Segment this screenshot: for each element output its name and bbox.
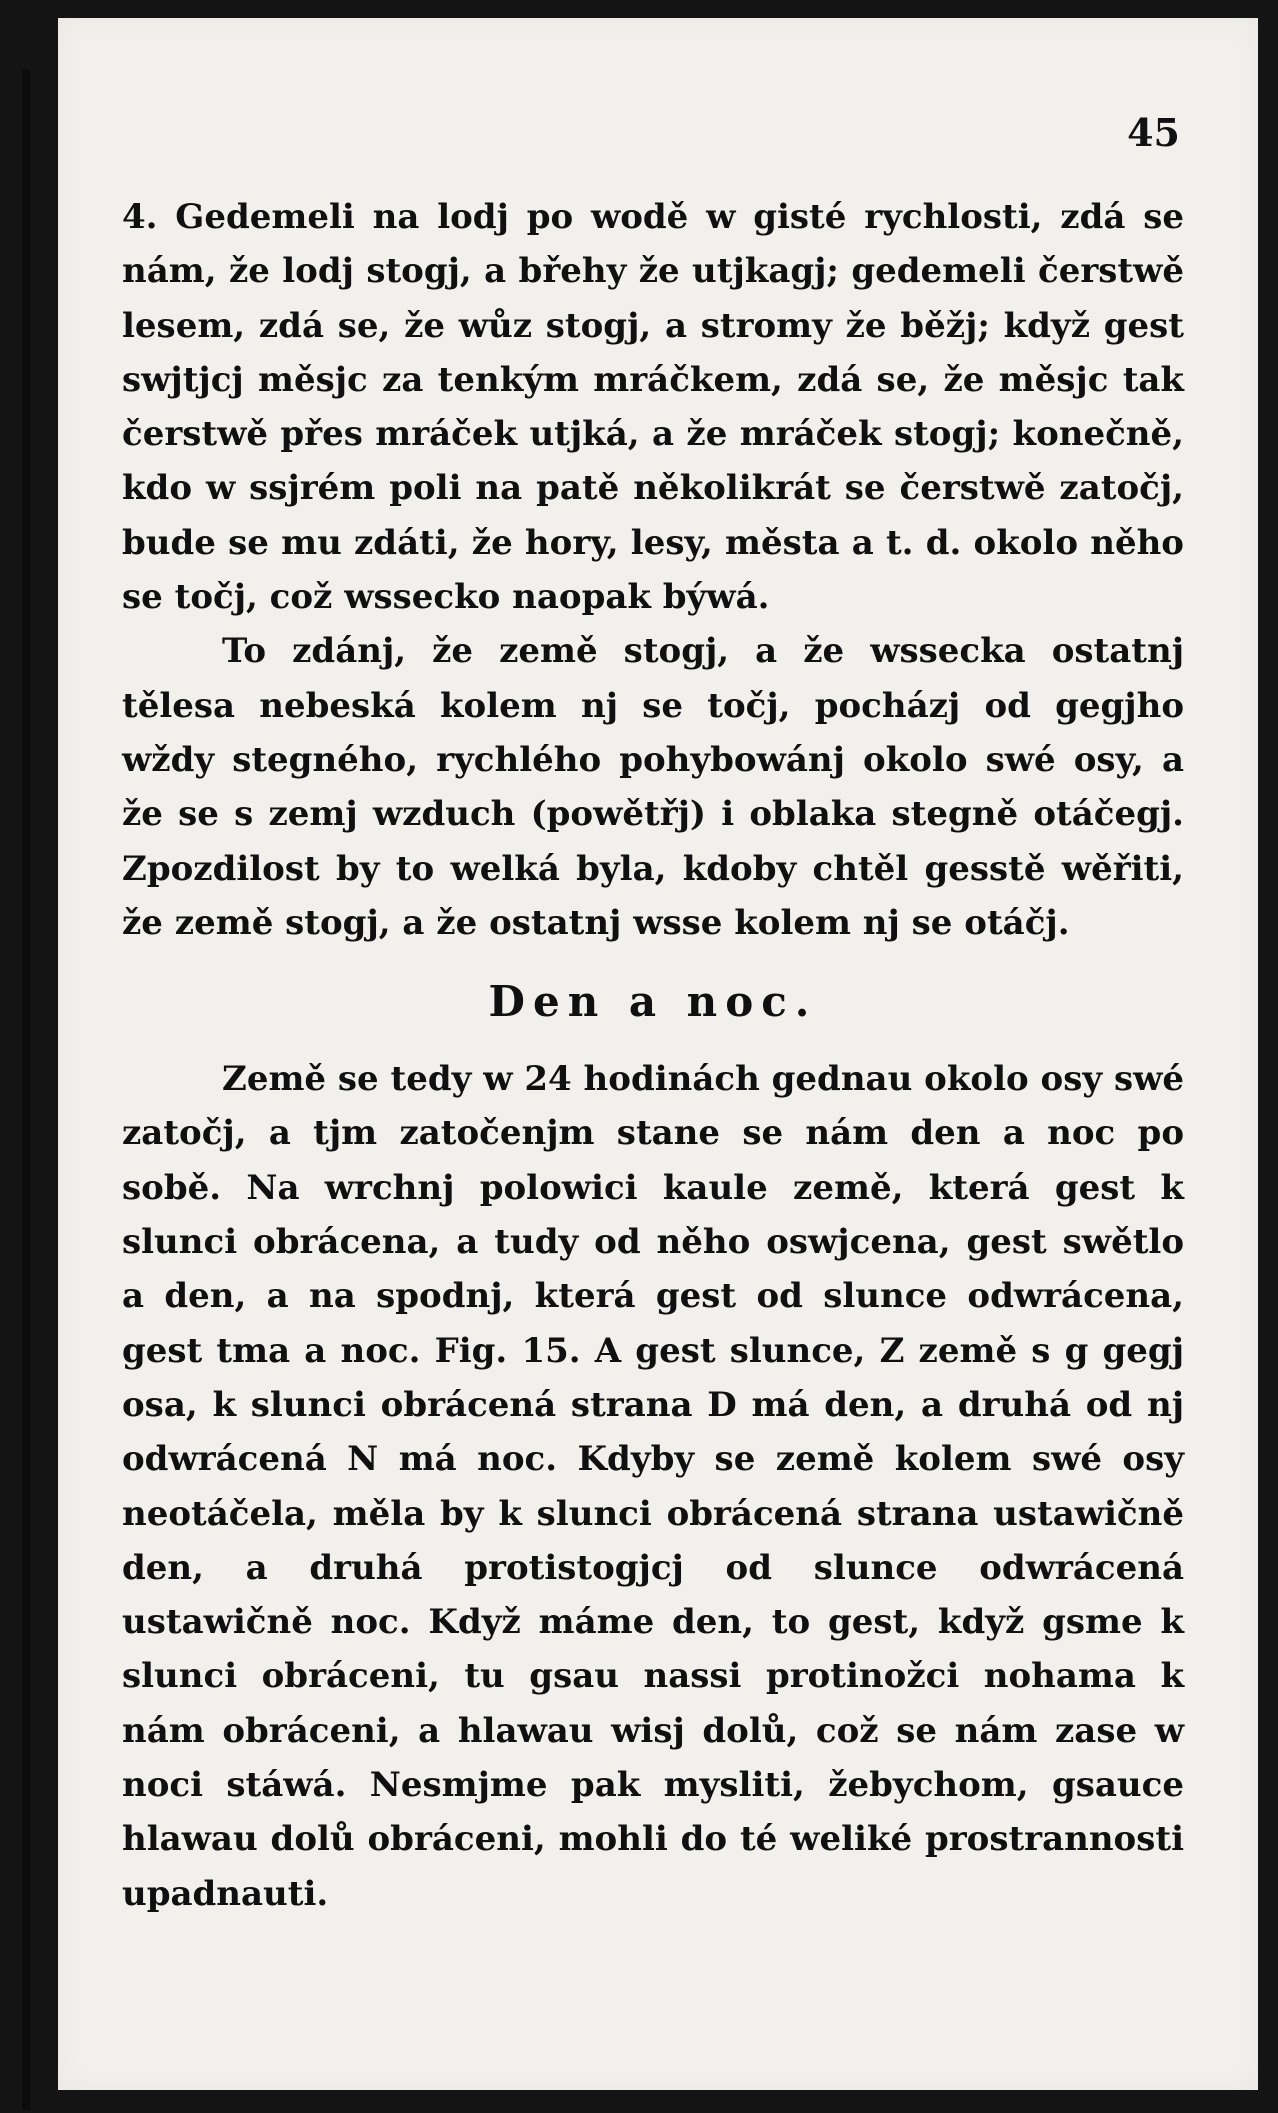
section-heading: Den a noc. [488,977,818,1027]
page-number: 45 [1127,110,1180,155]
paragraph-1: 4. Gedemeli na lodj po wodě w gisté rychlosti, zdá se nám, že lodj stogj, a břehy že utjkagj; gedemeli čerstwě lesem, zdá se, že wůz stogj, a stromy že běžj; když gest swjtjcj měsjc za tenkým mráčkem, zdá se, že měsjc tak čerstwě přes mráček utjká, a že mráček stogj; konečně, kdo w ssjrém poli na patě několikrát se čerstwě zatočj, bude se mu zdáti, že hory, lesy, města a t. d. okolo něho se točj, což wssecko naopak býwá. [122,197,1184,618]
book-page [58,18,1258,2090]
paragraph-3: Země se tedy w 24 hodinách gednau okolo osy swé zatočj, a tjm zatočenjm stane se nám den a noc po sobě. Na wrchnj polowici kaule země, která gest k slunci obrácena, a tudy od něho oswjcena, gest swětlo a den, a na spodnj, která gest od slunce odwrácena, gest tma a noc. Fig. 15. A gest slunce, Z země s g gegj osa, k slunci obrácená strana D má den, a druhá od nj odwrácená N má noc. Kdyby se země kolem swé osy neotáčela, měla by k slunci obrácená strana ustawičně den, a druhá protistogjcj od slunce odwrácená ustawičně noc. Když máme den, to gest, když gsme k slunci obráceni, tu gsau nassi protinožci nohama k nám obráceni, a hlawau wisj dolů, což se nám zase w noci stáwá. Nesmjme pak mysliti, žebychom, gsauce hlawau dolů obráceni, mohli do té weliké prostrannosti upadnauti. [122,1059,1184,1914]
paragraph-2: To zdánj, že země stogj, a že wssecka ostatnj tělesa nebeská kolem nj se točj, pocházj od gegjho wždy stegného, rychlého pohybowánj okolo swé osy, a že se s zemj wzduch (powětřj) i oblaka stegně otáčegj. Zpozdilost by to welká byla, kdoby chtěl gesstě wěřiti, že země stogj, a že ostatnj wsse kolem nj se otáčj. [122,631,1184,943]
book-spine-edge [22,70,30,2110]
page-text [122,190,1184,1921]
